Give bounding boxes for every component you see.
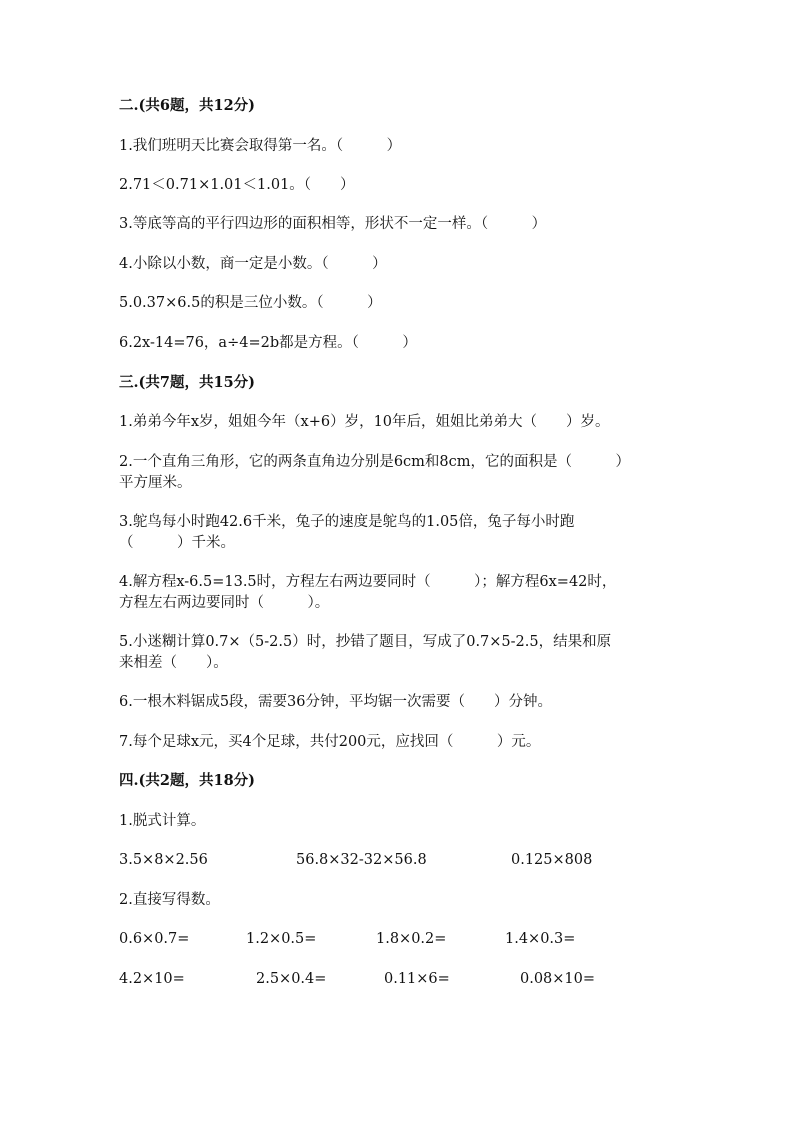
question-2-6: 6.2x-14=76，a÷4=2b都是方程。（ ） — [119, 335, 417, 351]
question-2-2: 2.71＜0.71×1.01＜1.01。（ ） — [119, 177, 355, 193]
section-heading-2: 二.(共6题，共12分) — [119, 97, 256, 114]
question-3-4-line2: 方程左右两边要同时（ ）。 — [119, 595, 330, 611]
section-heading-3: 三.(共7题，共15分) — [119, 374, 256, 391]
question-3-4-line1: 4.解方程x-6.5=13.5时，方程左右两边要同时（ ）；解方程6x=42时， — [119, 574, 617, 590]
mental-calc-4: 1.4×0.3= — [505, 931, 576, 947]
question-3-3-line2: （ ）千米。 — [119, 535, 235, 551]
question-3-6: 6.一根木料锯成5段，需要36分钟，平均锯一次需要（ ）分钟。 — [119, 694, 553, 710]
mental-calc-6: 2.5×0.4= — [256, 971, 327, 987]
question-2-5: 5.0.37×6.5的积是三位小数。（ ） — [119, 295, 382, 311]
expression-3: 0.125×808 — [511, 852, 593, 868]
question-2-4: 4.小除以小数，商一定是小数。（ ） — [119, 256, 387, 272]
question-3-3-line1: 3.鸵鸟每小时跑42.6千米，兔子的速度是鸵鸟的1.05倍，兔子每小时跑 — [119, 514, 575, 530]
question-3-1: 1.弟弟今年x岁，姐姐今年（x+6）岁，10年后，姐姐比弟弟大（ ）岁。 — [119, 414, 610, 430]
question-3-7: 7.每个足球x元，买4个足球，共付200元，应找回（ ）元。 — [119, 734, 541, 750]
question-3-5-line1: 5.小迷糊计算0.7×（5-2.5）时，抄错了题目，写成了0.7×5-2.5，结果和原 — [119, 634, 612, 650]
question-3-2-line1: 2.一个直角三角形，它的两条直角边分别是6cm和8cm，它的面积是（ ） — [119, 454, 631, 470]
expression-1: 3.5×8×2.56 — [119, 852, 208, 868]
mental-calc-5: 4.2×10= — [119, 971, 185, 987]
mental-calc-2: 1.2×0.5= — [246, 931, 317, 947]
question-3-2-line2: 平方厘米。 — [119, 475, 192, 491]
question-2-1: 1.我们班明天比赛会取得第一名。（ ） — [119, 138, 402, 154]
question-4-2: 2.直接写得数。 — [119, 892, 220, 908]
question-2-3: 3.等底等高的平行四边形的面积相等，形状不一定一样。（ ） — [119, 216, 547, 232]
mental-calc-3: 1.8×0.2= — [376, 931, 447, 947]
question-3-5-line2: 来相差（ ）。 — [119, 655, 228, 671]
mental-calc-1: 0.6×0.7= — [119, 931, 190, 947]
question-4-1: 1.脱式计算。 — [119, 813, 206, 829]
section-heading-4: 四.(共2题，共18分) — [119, 772, 256, 789]
mental-calc-8: 0.08×10= — [520, 971, 596, 987]
mental-calc-7: 0.11×6= — [384, 971, 450, 987]
expression-2: 56.8×32-32×56.8 — [296, 852, 427, 868]
